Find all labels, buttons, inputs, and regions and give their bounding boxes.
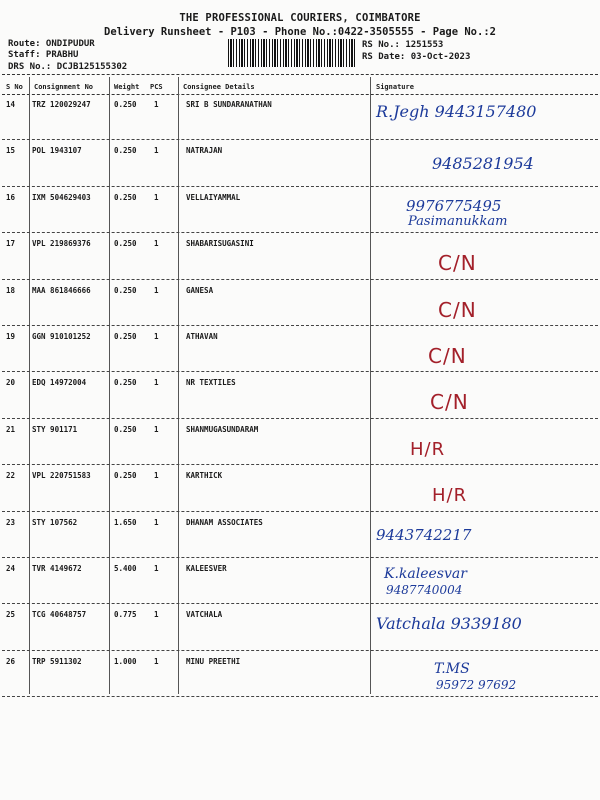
row-pieces: 1 [154, 332, 159, 341]
row-consignment-number: MAA 861846666 [32, 285, 91, 295]
row-pieces: 1 [154, 564, 159, 573]
table-row [0, 467, 600, 513]
table-row [0, 514, 600, 560]
row-signature-note: 9487740004 [386, 583, 463, 597]
col-sno-header: S No [6, 83, 23, 91]
table-row [0, 96, 600, 142]
row-weight: 1.650 [114, 517, 137, 527]
row-pieces: 1 [154, 100, 159, 109]
row-divider [2, 139, 598, 140]
table-row [0, 374, 600, 420]
row-weight: 0.250 [114, 100, 137, 109]
route-label: Route: ONDIPUDUR [8, 39, 95, 49]
row-consignment-number: TCG 40648757 [32, 610, 87, 620]
row-consignee-name: KARTHICK [186, 471, 223, 481]
row-consignment-number: POL 1943107 [32, 146, 82, 156]
row-weight: 0.775 [114, 610, 137, 620]
row-signature: C/N [428, 344, 467, 368]
row-weight: 0.250 [114, 424, 137, 434]
table-row [0, 282, 600, 328]
row-signature: R.Jegh 9443157480 [376, 102, 537, 121]
row-signature: C/N [430, 390, 469, 415]
row-weight: 0.250 [114, 285, 137, 295]
row-consignment-number: STY 901171 [32, 424, 78, 434]
row-consignment-number: TVR 4149672 [32, 564, 82, 573]
col-consignment-header: Consignment No [34, 83, 94, 91]
row-consignment-number: IXM 504629403 [32, 192, 91, 202]
row-consignee-name: DHANAM ASSOCIATES [186, 517, 263, 527]
row-pieces: 1 [154, 378, 159, 388]
row-pieces: 1 [154, 146, 159, 156]
row-consignment-number: VPL 219869376 [32, 239, 91, 249]
row-consignee-name: SRI B SUNDARANATHAN [186, 100, 272, 109]
row-signature: Vatchala 9339180 [376, 614, 522, 634]
row-serial-number: 25 [6, 610, 16, 620]
row-signature: H/R [432, 485, 468, 507]
row-consignment-number: TRP 5911302 [32, 656, 82, 666]
table-row [0, 606, 600, 652]
row-serial-number: 21 [6, 424, 16, 434]
row-serial-number: 26 [6, 656, 16, 666]
row-divider [2, 603, 598, 604]
row-weight: 0.250 [114, 378, 137, 388]
col-signature-header: Signature [376, 83, 414, 91]
row-pieces: 1 [154, 517, 159, 527]
table-row [0, 189, 600, 235]
row-pieces: 1 [154, 285, 159, 295]
table-row [0, 421, 600, 467]
row-consignee-name: NR TEXTILES [186, 378, 236, 388]
row-serial-number: 22 [6, 471, 16, 481]
row-divider [2, 371, 598, 372]
row-consignee-name: SHANMUGASUNDARAM [186, 424, 259, 434]
col-weight-header: Weight [114, 83, 140, 91]
row-signature: K.kaleesvar [384, 566, 467, 582]
row-signature: 9976775495 [406, 196, 502, 215]
table-row [0, 653, 600, 699]
row-serial-number: 20 [6, 378, 16, 388]
row-weight: 0.250 [114, 332, 137, 341]
col-pcs-header: PCS [150, 83, 163, 91]
row-divider [2, 464, 598, 465]
rs-date: RS Date: 03-Oct-2023 [362, 52, 471, 62]
row-pieces: 1 [154, 656, 159, 666]
row-signature: T.MS [434, 660, 470, 677]
row-divider [2, 696, 598, 697]
row-serial-number: 23 [6, 517, 16, 527]
row-consignee-name: SHABARISUGASINI [186, 239, 254, 249]
row-consignment-number: STY 107562 [32, 517, 78, 527]
row-weight: 0.250 [114, 239, 137, 249]
document-subtitle: Delivery Runsheet - P103 - Phone No.:0422-3505555 - Page No.:2 [104, 26, 496, 38]
col-consignee-header: Consignee Details [183, 83, 255, 91]
row-serial-number: 15 [6, 146, 16, 156]
row-divider [2, 557, 598, 558]
row-signature-note: Pasimanukkam [408, 213, 508, 229]
row-weight: 5.400 [114, 564, 137, 573]
row-divider [2, 279, 598, 280]
table-row [0, 328, 600, 374]
row-consignee-name: VELLAIYAMMAL [186, 192, 241, 202]
row-consignment-number: GGN 910101252 [32, 332, 91, 341]
drs-number: DRS No.: DCJB125155302 [8, 62, 128, 72]
row-consignee-name: GANESA [186, 285, 214, 295]
row-consignee-name: ATHAVAN [186, 332, 218, 341]
barcode [228, 39, 356, 67]
table-row [0, 235, 600, 281]
row-consignment-number: TRZ 120029247 [32, 100, 91, 109]
row-divider [2, 418, 598, 419]
row-pieces: 1 [154, 610, 159, 620]
rs-number: RS No.: 1251553 [362, 40, 444, 50]
row-weight: 1.000 [114, 656, 137, 666]
row-signature: C/N [438, 297, 477, 322]
row-consignment-number: EDQ 14972004 [32, 378, 87, 388]
row-pieces: 1 [154, 239, 159, 249]
row-signature: H/R [410, 438, 446, 460]
row-divider [2, 186, 598, 187]
row-serial-number: 16 [6, 192, 16, 202]
document-title: THE PROFESSIONAL COURIERS, COIMBATORE [179, 12, 421, 24]
row-signature: C/N [438, 251, 477, 276]
row-serial-number: 18 [6, 285, 16, 295]
table-header-divider [2, 94, 598, 95]
row-serial-number: 24 [6, 564, 16, 573]
row-pieces: 1 [154, 192, 159, 202]
table-row [0, 560, 600, 606]
row-consignment-number: VPL 220751583 [32, 471, 91, 481]
row-signature-note: 95972 97692 [436, 677, 517, 692]
row-weight: 0.250 [114, 192, 137, 202]
row-consignee-name: NATRAJAN [186, 146, 223, 156]
row-weight: 0.250 [114, 146, 137, 156]
row-pieces: 1 [154, 424, 159, 434]
table-row [0, 142, 600, 188]
staff-label: Staff: PRABHU [8, 50, 79, 60]
row-divider [2, 650, 598, 651]
row-signature: 9485281954 [432, 154, 534, 174]
row-weight: 0.250 [114, 471, 137, 481]
row-consignee-name: KALEESVER [186, 564, 227, 573]
row-serial-number: 17 [6, 239, 16, 249]
row-serial-number: 14 [6, 100, 16, 109]
row-pieces: 1 [154, 471, 159, 481]
row-divider [2, 325, 598, 326]
row-consignee-name: VATCHALA [186, 610, 223, 620]
row-serial-number: 19 [6, 332, 16, 341]
row-divider [2, 511, 598, 512]
row-divider [2, 232, 598, 233]
header-divider [2, 74, 598, 75]
row-consignee-name: MINU PREETHI [186, 656, 241, 666]
row-signature: 9443742217 [376, 525, 472, 544]
